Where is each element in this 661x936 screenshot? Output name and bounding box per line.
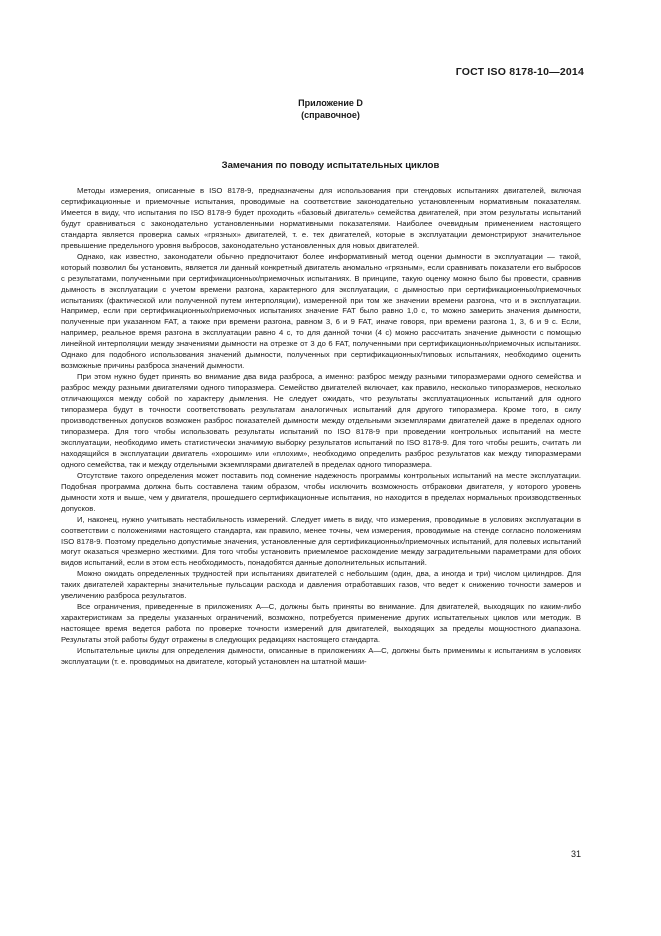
standard-designation: ГОСТ ISO 8178-10—2014 bbox=[455, 66, 584, 78]
paragraph: Испытательные циклы для определения дымности, описанные в приложениях A—C, должны быть применимы к испытаниям в условиях эксплуатации (т. е. проводимых на двигателе, который установлен на штатной маши- bbox=[61, 646, 581, 666]
paragraph: Методы измерения, описанные в ISO 8178-9, предназначены для использования при стендовых испытаниях двигателей, включая сертификационные и приемочные испытания, проводимые на соответствие законодательно установленным нормативным показателям. Имеется в виду, что испытания по ISO 8178-9 будет проходить «базовый двигатель» семейства двигателей, при этом результаты испытаний будут сравниваться с законодательно установленными нормативными показателями. Наиболее очевидным применением настоящего стандарта является проверка самых «грязных» двигателей, т. е. тех двигателей, которые в эксплуатации демонстрируют значительное превышение предельного уровня выбросов, законодательно установленных для новых двигателей. bbox=[61, 186, 581, 250]
paragraph: Все ограничения, приведенные в приложениях A—C, должны быть приняты во внимание. Для двигателей, выходящих по каким-либо характеристикам за пределы указанных ограничений, возможно, потребуется применение других испытательных циклов или методик. В настоящее время ведется работа по проверке точности измерений для двигателей, выходящих за пределы мощностного диапазона. Результаты этой работы будут отражены в следующих редакциях настоящего стандарта. bbox=[61, 602, 581, 645]
paragraph: При этом нужно будет принять во внимание два вида разброса, а именно: разброс между разными типоразмерами одного семейства и разброс между разными двигателями одного типоразмера. Семейство двигателей включает, как правило, несколько типоразмеров, несколько отличающихся между собой по характеру дымления. Не следует ожидать, что результаты эксплуатационных испытаний для одного типоразмера будут в точности соответствовать результатам аналогичных испытаний для другого типоразмера. Кроме того, в силу производственных допусков возможен разброс показателей дымности между отдельными экземплярами двигателей даже в пределах одного типоразмера. Для того чтобы использовать результаты испытаний по ISO 8178-9 при проведении контрольных испытаний на месте эксплуатации, необходимо иметь статистически значимую выборку результатов испытаний по ISO 8178-9. Для того чтобы решить, считать ли находящийся в эксплуатации двигатель «хорошим» или «плохим», необходимо определить разброс результатов как между типоразмерами одного семейства, так и между отдельными экземплярами двигателей в пределах одного типоразмера. bbox=[61, 372, 581, 469]
annex-title: Приложение D bbox=[298, 98, 363, 108]
body-text bbox=[61, 186, 581, 668]
section-title: Замечания по поводу испытательных циклов bbox=[221, 160, 440, 171]
paragraph: Отсутствие такого определения может поставить под сомнение надежность программы контрольных испытаний на месте эксплуатации. Подобная программа должна быть составлена таким образом, чтобы исключить возможность отбраковки двигателя, у которого уровень дымности хотя и выше, чем у двигателя, прошедшего сертификационные испытания, но находится в пределах нормальных производственных допусков. bbox=[61, 470, 581, 513]
annex-heading bbox=[0, 97, 661, 121]
paragraph: Однако, как известно, законодатели обычно предпочитают более информативный метод оценки дымности в эксплуатации — такой, который позволил бы установить, является ли данный конкретный двигатель аномально «грязным», если сравнивать показатели его выбросов с результатами, полученными при сертификационных/приемочных испытаниях. В принципе, такую оценку можно было бы провести, сравнив дымность в эксплуатации с учетом времени разгона, характерного для эксплуатации, с дымностью при сертификационных/приемочных испытаниях (фактической или полученной путем интерполяции), измеренной при том же значении времени разгона, что и в эксплуатации. Например, если при сертификационных/приемочных испытаниях значение FAT было равно 1,0 с, то можно замерить значения дымности, полученные при указанном FAT, а также при времени разгона, равном 3, 6 и 9 FAT, иначе говоря, при времени разгона 1, 3, 6 и 9 с. Если, например, реальное время разгона в эксплуатации равно 4 с, то для данной точки (4 с) можно рассчитать значение дымности с помощью линейной интерполяции между значениями дымности на отрезке от 3 до 6 FAT, полученными при сертификационных/приемочных испытаниях. Однако для подобного использования значений дымности, полученных при сертификационных/типовых испытаниях, необходимо оценить возможные причины разброса значений дымности. bbox=[61, 251, 581, 371]
page-number: 31 bbox=[570, 849, 581, 859]
paragraph: Можно ожидать определенных трудностей при испытаниях двигателей с небольшим (один, два, а иногда и три) числом цилиндров. Для таких двигателей характерны значительные пульсации расхода и давления отработавших газов, что ведет к снижению точности замеров и увеличению разброса результатов. bbox=[61, 569, 581, 601]
paragraph: И, наконец, нужно учитывать нестабильность измерений. Следует иметь в виду, что измерения, проводимые в условиях эксплуатации в соответствии с положениями настоящего стандарта, как правило, менее точны, чем измерения, проводимые на стенде согласно положениям ISO 8178-9. Поэтому предельно допустимые значения, установленные для сертификационных/приемочных испытаний, для полевых испытаний могут оказаться чрезмерно жесткими. Для того чтобы установить приемлемое расхождение между заградительными параметрами для обоих видов испытаний, если в этом есть необходимость, понадобятся данные дополнительных испытаний. bbox=[61, 514, 581, 568]
annex-subtitle: (справочное) bbox=[301, 110, 360, 120]
